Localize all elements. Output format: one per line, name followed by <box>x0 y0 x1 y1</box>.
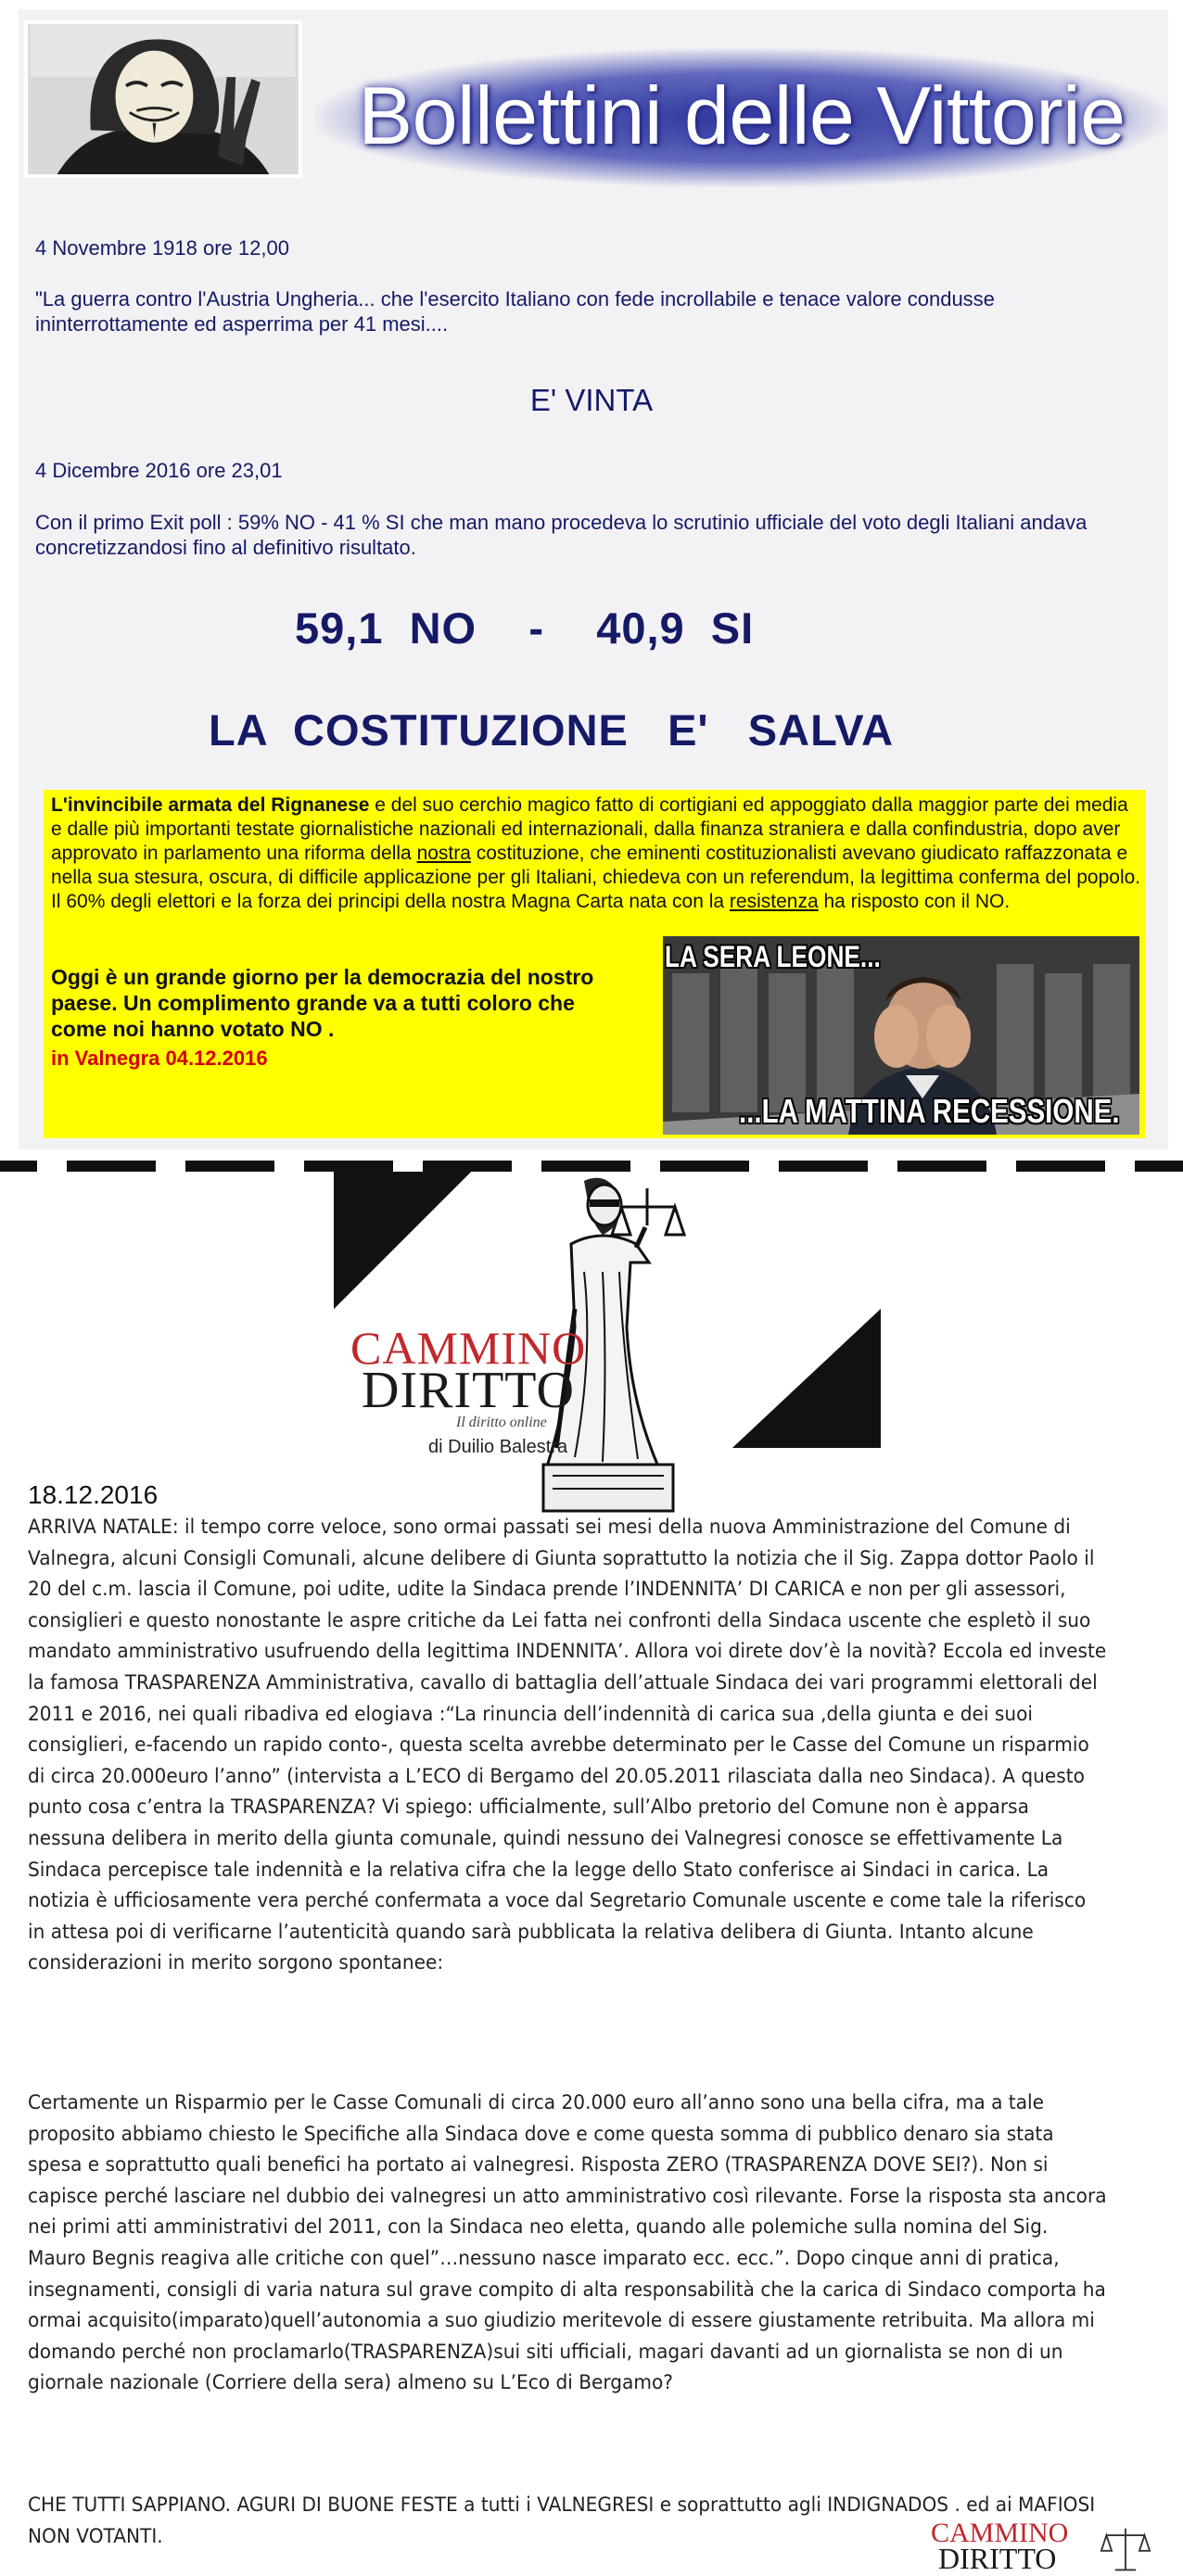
logo-wordmark-cammino: CAMMINO <box>350 1322 587 1374</box>
small-logo-diritto: DIRITTO <box>938 2542 1057 2575</box>
paragraph-part-b: costituzione, che eminenti costituzionalisti avevano giudicato raffazzonata e nella sua stesura, oscura, di difficile applicazione per gli Italiani, chiedeva con un referendum, la legittima conferma del popolo. <box>51 843 1141 888</box>
banner-title-text: Bollettini delle Vittorie <box>358 70 1126 161</box>
meme-bottom-caption: ...LA MATTINA RECESSIONE. <box>739 1092 1120 1130</box>
lead-bold-text: L'invincibile armata del Rignanese <box>51 794 370 816</box>
constitution-saved-headline: LA COSTITUZIONE E' SALVA <box>209 705 895 755</box>
meme-top-caption: LA SERA LEONE... <box>665 940 881 973</box>
small-logo-cammino: CAMMINO <box>931 2518 1069 2548</box>
place-date-signature: in Valnegra 04.12.2016 <box>51 1047 268 1070</box>
highlight-box <box>44 790 1145 1138</box>
article-paragraph-1: ARRIVA NATALE: il tempo corre veloce, sono ormai passati sei mesi della nuova Amministrazione del Comune di Valnegra, alcuni Consigli Comunali, alcune delibere di Giunta soprattutto la notizia che il Sig. Zappa dottor Paolo il 20 del c.m. lascia il Comune, poi udite, udite la Sindaca prende l’INDENNITA’ DI CARICA e non per gli assessori, consiglieri e questo nonostante le aspre critiche da Lei fatta nei confronti della Sindaca uscente che espletò il suo mandato amministrativo usufruendo della legittima INDENNITA’. Allora voi direte dov’è la novità? Eccola ed investe la famosa TRASPARENZA Amministrativa, cavallo di battaglia dell’attuale Sindaca dei vari programmi elettorali del 2011 e 2016, nei quali ribadiva ed elogiava :“La rinuncia dell’indennità di carica sua ,della giunta e dei suoi consiglieri, e-facendo un rapido conto-, questa scelta avrebbe determinato per le Casse del Comune un risparmio di circa 20.000euro l’anno” (intervista a L’ECO di Bergamo del 20.05.2011 rilasciata dalla neo Sindaca). A questo punto cosa c’entra la TRASPARENZA? Vi spiego: ufficialmente, sull’Albo pretorio del Comune non è apparsa nessuna delibera in merito della giunta comunale, quindi nessuno dei Valnegresi conosce se effettivamente La Sindaca percepisce tale indennità e la relativa cifra che la legge dello Stato conferisce ai Sindaci in carica. La notizia è ufficiosamente vera perché confermata a voce dal Segretario Comunale uscente e come tale la riferisco in attesa poi di verificarne l’autenticità quando sarà pubblicata la relativa delibera di Giunta. Intanto alcune considerazioni in merito sorgono spontanee: <box>28 1516 1107 1975</box>
meme-image <box>663 936 1139 1135</box>
celebration-message: Oggi è un grande giorno per la democrazia del nostro paese. Un complimento grande va a tutti coloro che come noi hanno votato NO . <box>51 965 594 1041</box>
underlined-word: nostra <box>416 843 471 864</box>
paragraph-part-c: Il 60% degli elettori e la forza dei principi della nostra Magna Carta nata con la <box>51 891 730 912</box>
article-closing: CHE TUTTI SAPPIANO. AGURI DI BUONE FESTE a tutti i VALNEGRESI e soprattutto agli INDIGNADOS . ed ai MAFIOSI NON VOTANTI. <box>28 2494 1096 2548</box>
highlight-paragraph <box>51 793 1141 914</box>
paragraph-part-d: ha risposto con il NO. <box>818 891 1011 912</box>
banner-title <box>315 48 1168 187</box>
article-date: 18.12.2016 <box>28 1480 159 1509</box>
paragraph-part-a: e del suo cerchio magico fatto di cortigiani ed appoggiato dalla maggior parte dei media e dalle più importanti testate giornalistiche nazionali ed internazionali, dalla finanza straniera e dalla confindustria, dopo aver approvato in parlamento una riforma della <box>51 794 1128 864</box>
bulletin-vinta: E' VINTA <box>529 383 654 417</box>
logo-wordmark-diritto: DIRITTO <box>362 1362 575 1419</box>
referendum-result: 59,1 NO - 40,9 SI <box>295 603 755 653</box>
logo-author: di Duilio Balestra <box>428 1437 568 1457</box>
bulletin-date-2016: 4 Dicembre 2016 ore 23,01 <box>35 459 283 482</box>
scales-icon <box>1100 2523 1151 2575</box>
small-logo <box>923 2518 1164 2575</box>
underlined-word-2: resistenza <box>729 891 819 912</box>
bulletin-date-1918: 4 Novembre 1918 ore 12,00 <box>35 236 289 260</box>
logo-tagline: Il diritto online <box>456 1415 547 1430</box>
bulletin-exit-poll: Con il primo Exit poll : 59% NO - 41 % SI che man mano procedeva lo scrutinio ufficiale del voto degli Italiani andava concretizzandosi fino al definitivo risultato. <box>35 511 1088 559</box>
masked-person-illustration <box>28 24 299 174</box>
article-paragraph-2: Certamente un Risparmio per le Casse Comunali di circa 20.000 euro all’anno sono una bella cifra, ma a tale proposito abbiamo chiesto le Specifiche alla Sindaca dove e come questa somma di pubblico denaro sia stata spesa e soprattutto quali benefici ha portato ai valnegresi. Risposta ZERO (TRASPARENZA DOVE SEI?). Non si capisce perché lasciare nel dubbio dei valnegresi un atto amministrativo così rilevante. Forse la risposta sta ancora nei primi atti amministrativi del 2011, con la Sindaca neo eletta, quando alle polemiche sulla nomina del Sig. Mauro Begnis reagiva alle critiche con quel”…nessuno nasce imparato ecc. ecc.”. Dopo cinque anni di pratica, insegnamenti, consigli di varia natura sul grave compito di alta responsabilità che la carica di Sindaco comporta ha ormai acquisito(imparato)quell’autonomia a suo giudizio meritevole di essere giustamente retribuita. Ma allora mi domando perché non proclamarlo(TRASPARENZA)sui siti ufficiali, magari davanti ad un giornalista se non di un giornale nazionale (Corriere della sera) almeno su L’Eco di Bergamo? <box>28 2091 1107 2395</box>
masked-person-photo <box>24 20 302 178</box>
bulletin-quote-1918: "La guerra contro l'Austria Ungheria... che l'esercito Italiano con fede incrollabile e tenace valore condusse ininterrottamente ed asperrima per 41 mesi.... <box>35 287 995 336</box>
